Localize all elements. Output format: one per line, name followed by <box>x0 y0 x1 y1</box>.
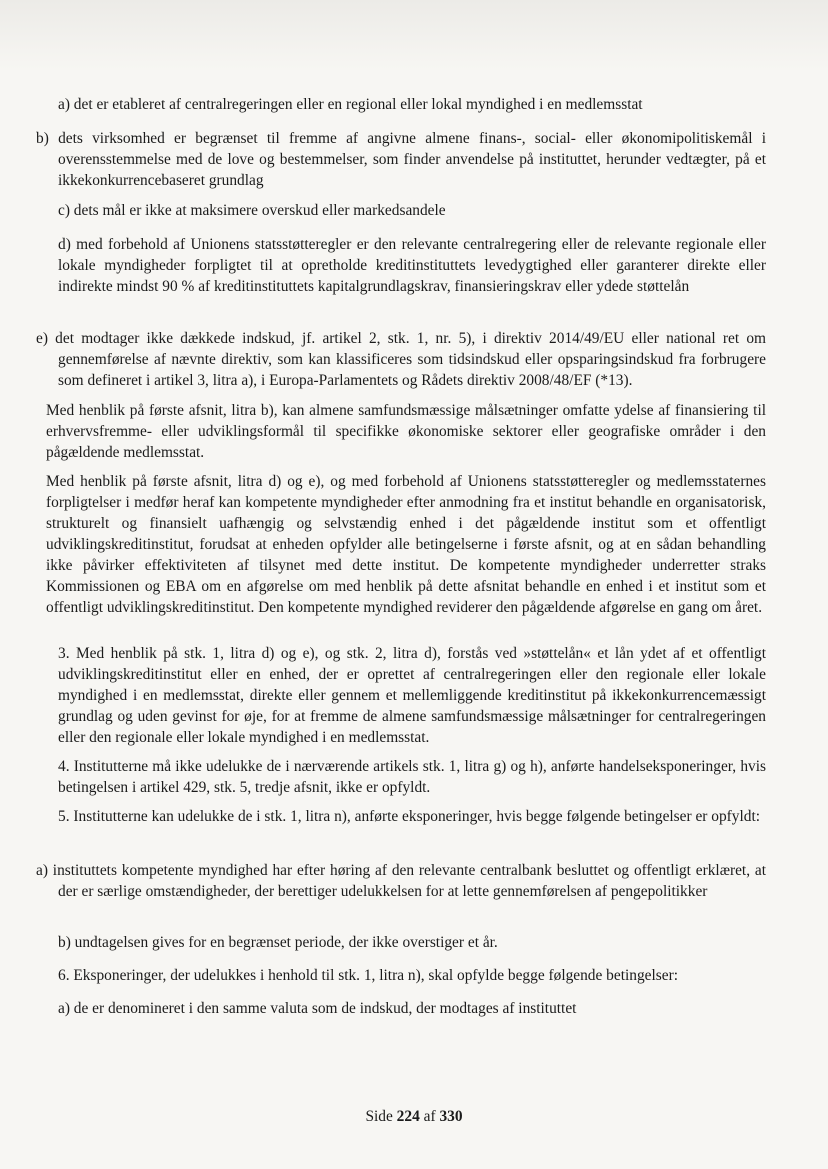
paragraph-litra-b: b) dets virksomhed er begrænset til fremme af angivne almene finans-, social- eller økonomipolitiskemål i overensstemmelse med de love og bestemmelser, som finder anvendelse på instituttet, herunder vedtægter, på et ikkekonkurrencebaseret grundlag <box>36 130 766 189</box>
paragraph-stk-5-litra-b: b) undtagelsen gives for en begrænset periode, der ikke overstiger et år. <box>58 934 498 951</box>
paragraph-stk-3: 3. Med henblik på stk. 1, litra d) og e), og stk. 2, litra d), forstås ved »støttelån« et lån ydet af et offentligt udviklingskreditinstitut eller en enhed, der er oprettet af centralregeringen eller den regionale eller lokale myndighed i en medlemsstat, direkte eller gennem et mellemliggende kreditinstitut på ikkekonkurrencemæssigt grundlag og uden gevinst for øje, for at fremme de almene samfundsmæssige målsætninger for centralregeringen eller den regionale eller lokale myndighed i en medlemsstat. <box>58 645 766 746</box>
total-page-count: 330 <box>439 1108 463 1125</box>
footer-prefix: Side <box>365 1108 393 1125</box>
page-footer <box>0 1108 828 1126</box>
paragraph-stk-6-litra-a: a) de er denomineret i den samme valuta som de indskud, der modtages af instituttet <box>58 1000 577 1017</box>
paragraph-stk-5-litra-a: a) instituttets kompetente myndighed har efter høring af den relevante centralbank besluttet og offentligt erklæret, at der er særlige omstændigheder, der berettiger udelukkelsen for at lette gennemførelsen af pengepolitikker <box>36 862 766 900</box>
paragraph-litra-d: d) med forbehold af Unionens statsstøtteregler er den relevante centralregering eller de relevante regionale eller lokale myndigheder forpligtet til at opretholde kreditinstituttets levedygtighed eller garanterer direkte eller indirekte mindst 90 % af kreditinstituttets kapitalgrundlagskrav, finansieringskrav eller ydede støttelån <box>58 236 766 295</box>
footer-middle: af <box>423 1108 436 1125</box>
paragraph-litra-a: a) det er etableret af centralregeringen eller en regional eller lokal myndighed i en medlemsstat <box>58 96 643 113</box>
paragraph-litra-e: e) det modtager ikke dækkede indskud, jf. artikel 2, stk. 1, nr. 5), i direktiv 2014/49/EU eller national ret om gennemførelse af nævnte direktiv, som kan klassificeres som tidsindskud eller opsparingsindskud fra forbrugere som defineret i artikel 3, litra a), i Europa-Parlamentets og Rådets direktiv 2008/48/EF (*13). <box>36 330 766 389</box>
paragraph-litra-b-note: Med henblik på første afsnit, litra b), kan almene samfundsmæssige målsætninger omfatte ydelse af finansiering til erhvervsfremme- eller udviklingsformål til specifikke økonomiske sektorer eller geografiske områder i den pågældende medlemsstat. <box>46 402 766 461</box>
paragraph-litra-de-note: Med henblik på første afsnit, litra d) og e), og med forbehold af Unionens statsstøtteregler og medlemsstaternes forpligtelser i medfør heraf kan kompetente myndigheder efter anmodning fra et institut behandle en organisatorisk, strukturelt og finansielt uafhængig og selvstændig enhed i det pågældende institut som et offentligt udviklingskreditinstitut, forudsat at enheden opfylder alle betingelserne i første afsnit, og at en sådan behandling ikke påvirker effektiviteten af tilsynet med dette institut. De kompetente myndigheder underretter straks Kommissionen og EBA om en afgørelse om med henblik på dette afsnitat behandle en enhed i et institut som et offentligt udviklingskreditinstitut. Den kompetente myndighed reviderer den pågældende afgørelse en gang om året. <box>46 473 766 616</box>
paragraph-litra-c: c) dets mål er ikke at maksimere overskud eller markedsandele <box>58 202 446 219</box>
paragraph-stk-6: 6. Eksponeringer, der udelukkes i henhold til stk. 1, litra n), skal opfylde begge følgende betingelser: <box>58 967 678 984</box>
current-page-number: 224 <box>396 1108 420 1125</box>
paragraph-stk-4: 4. Institutterne må ikke udelukke de i nærværende artikels stk. 1, litra g) og h), anførte handelseksponeringer, hvis betingelsen i artikel 429, stk. 5, tredje afsnit, ikke er opfyldt. <box>58 758 766 796</box>
paragraph-stk-5: 5. Institutterne kan udelukke de i stk. 1, litra n), anførte eksponeringer, hvis begge følgende betingelser er opfyldt: <box>58 808 761 825</box>
scan-shadow <box>0 0 828 70</box>
